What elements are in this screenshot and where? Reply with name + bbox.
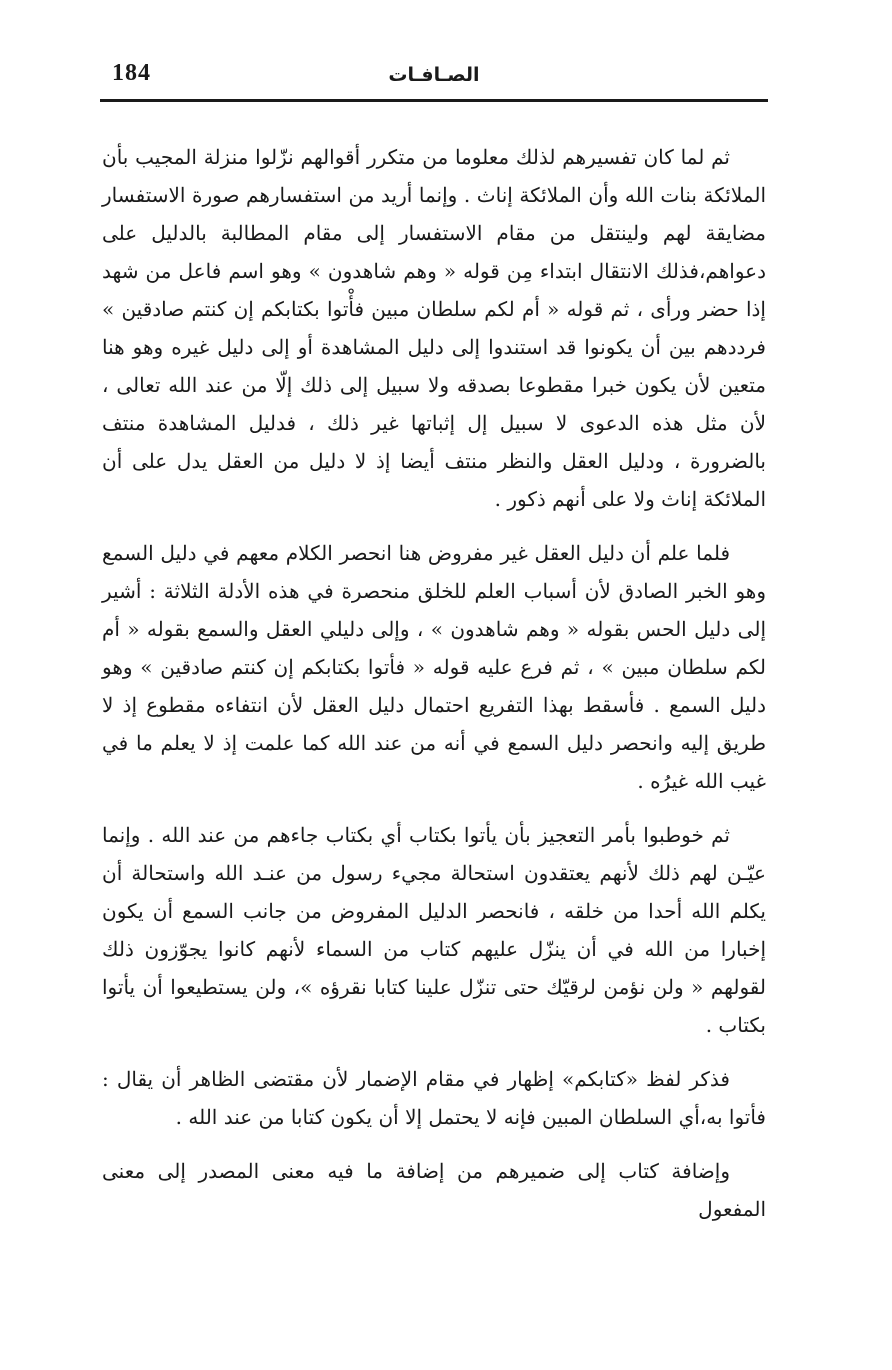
- paragraph: ثم لما كان تفسيرهم لذلك معلوما من متكرر أقوالهم نزّلوا منزلة المجيب بأن الملائكة بنات الله وأن الملائكة إناث . وإنما أريد من استفسارهم صورة الاستفسار مضايقة لهم ولينتقل من مقام الاستفسار إلى مقام المطالبة بالدليل على دعواهم،فذلك الانتقال ابتداء مِن قوله « وهم شاهدون » وهو اسم فاعل من شهد إذا حضر ورأى ، ثم قوله « أم لكم سلطان مبين فأْتوا بكتابكم إن كنتم صادقين » فرددهم بين أن يكونوا قد استندوا إلى دليل المشاهدة أو إلى دليل غيره وهو هنا متعين لأن يكون خبرا مقطوعا بصدقه ولا سبيل إلى ذلك إلّا من عند الله تعالى ، لأن مثل هذه الدعوى لا سبيل إل إثباتها غير ذلك ، فدليل المشاهدة منتف بالضرورة ، ودليل العقل والنظر منتف أيضا إذ لا دليل من العقل يدل على أن الملائكة إناث ولا على أنهم ذكور .: [102, 145, 766, 511]
- paragraph: ثم خوطبوا بأمر التعجيز بأن يأتوا بكتاب أي بكتاب جاءهم من عند الله . وإنما عيّـن لهم ذلك لأنهم يعتقدون استحالة مجيء رسول من عنـد الله واستحالة أن يكلم الله أحدا من خلقه ، فانحصر الدليل المفروض من جانب السمع أن يكون إخبارا من الله في أن ينزّل عليهم كتاب من السماء لأنهم كانوا يجوّزون ذلك لقولهم « ولن نؤمن لرقيّك حتى تنزّل علينا كتابا نقرؤه »، ولن يستطيعوا أن يأتوا بكتاب .: [102, 823, 766, 1037]
- running-title: الصـافـات: [388, 64, 480, 86]
- paragraph: وإضافة كتاب إلى ضميرهم من إضافة ما فيه معنى المصدر إلى معنى المفعول: [102, 1159, 766, 1221]
- header-divider: [100, 99, 768, 102]
- paragraph: فذكر لفظ «كتابكم» إظهار في مقام الإضمار لأن مقتضى الظاهر أن يقال : فأتوا به،أي السلطان المبين فإنه لا يحتمل إلا أن يكون كتابا من عند الله .: [102, 1067, 766, 1129]
- page-header: [100, 56, 768, 96]
- main-text: [102, 138, 766, 1228]
- page-number: 184: [112, 60, 151, 86]
- paragraph: فلما علم أن دليل العقل غير مفروض هنا انحصر الكلام معهم في دليل السمع وهو الخبر الصادق لأن أسباب العلم للخلق منحصرة في هذه الأدلة الثلاثة : أشير إلى دليل الحس بقوله « وهم شاهدون » ، وإلى دليلي العقل والسمع بقوله « أم لكم سلطان مبين » ، ثم فرع عليه قوله « فأتوا بكتابكم إن كنتم صادقين » وهو دليل السمع . فأسقط بهذا التفريع احتمال دليل العقل لأن انتفاءه مقطوع إذ لا طريق إليه وانحصر دليل السمع في أنه من عند الله كما علمت إذ لا يعلم ما في غيب الله غيرُه .: [102, 541, 767, 793]
